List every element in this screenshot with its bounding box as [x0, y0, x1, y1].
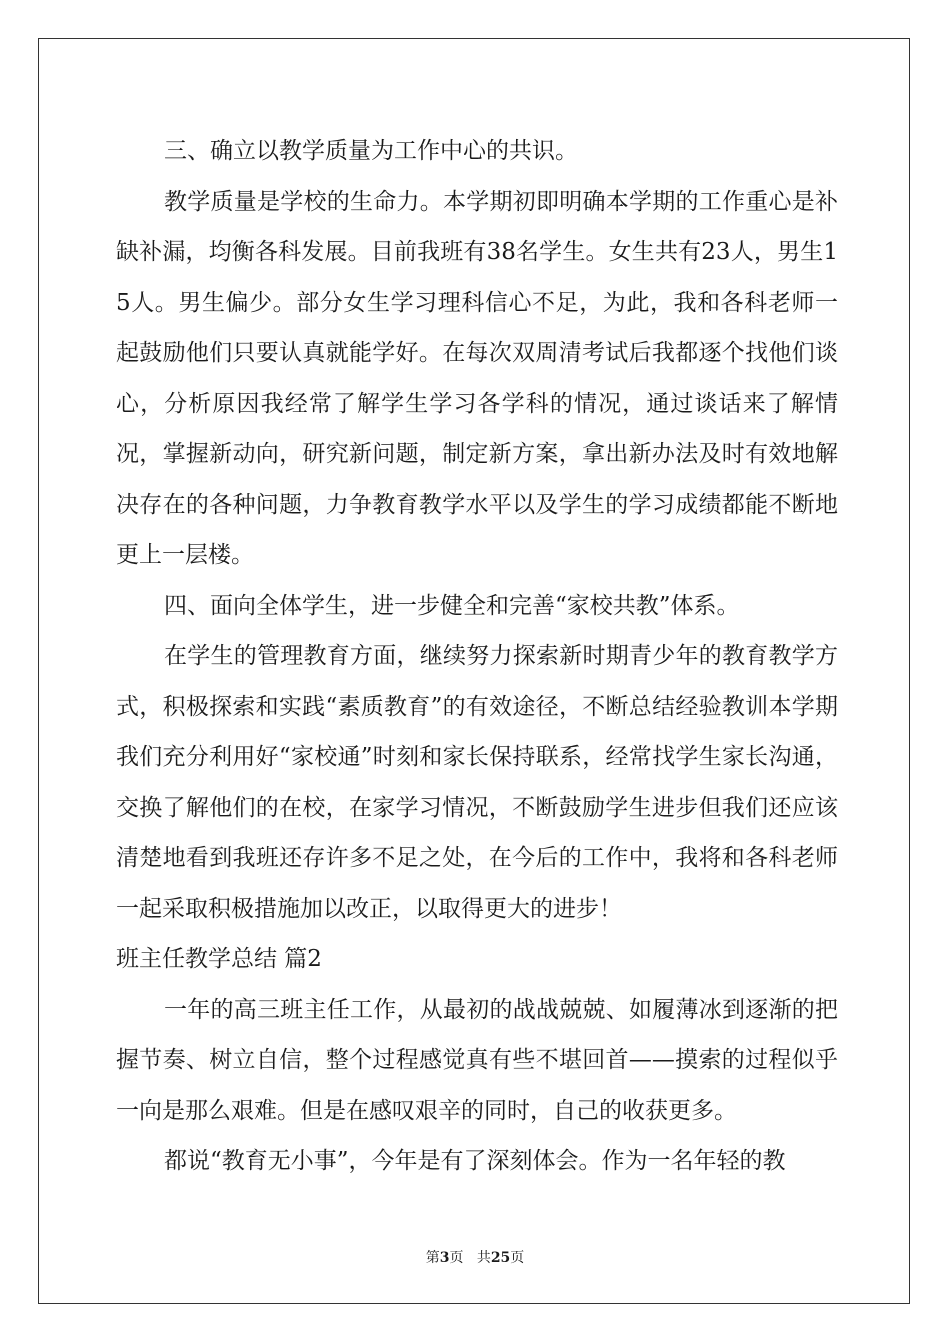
page-total: 25: [490, 1250, 511, 1266]
page-prefix: 第: [425, 1250, 440, 1266]
body-paragraph: 都说“教育无小事”，今年是有了深刻体会。作为一名年轻的教: [164, 1148, 786, 1174]
page-footer: [0, 1247, 950, 1267]
body-paragraph: 一年的高三班主任工作，从最初的战战兢兢、如履薄冰到逐渐的把握节奏、树立自信，整个过程感觉真有些不堪回首——摸索的过程似乎一向是那么艰难。但是在感叹艰辛的同时，自己的收获更多。: [116, 996, 838, 1124]
article-title: 班主任教学总结 篇2: [116, 946, 322, 972]
page-current: 3: [439, 1250, 450, 1266]
total-prefix: 共: [476, 1250, 491, 1266]
total-suffix: 页: [510, 1250, 525, 1266]
document-body: [116, 126, 838, 1187]
page-suffix: 页: [449, 1250, 464, 1266]
body-paragraph: 在学生的管理教育方面，继续努力探索新时期青少年的教育教学方式，积极探索和实践“素质教育”的有效途径，不断总结经验教训本学期我们充分利用好“家校通”时刻和家长保持联系，经常找学生家长沟通，交换了解他们的在校，在家学习情况，不断鼓励学生进步但我们还应该清楚地看到我班还存许多不足之处，在今后的工作中，我将和各科老师一起采取积极措施加以改正，以取得更大的进步！: [116, 643, 838, 922]
section-heading-3: 三、确立以教学质量为工作中心的共识。: [164, 138, 578, 164]
body-paragraph: 教学质量是学校的生命力。本学期初即明确本学期的工作重心是补缺补漏，均衡各科发展。目前我班有38名学生。女生共有23人，男生15人。男生偏少。部分女生学习理科信心不足，为此，我和各科老师一起鼓励他们只要认真就能学好。在每次双周清考试后我都逐个找他们谈心，分析原因我经常了解学生学习各学科的情况，通过谈话来了解情况，掌握新动向，研究新问题，制定新方案，拿出新办法及时有效地解决存在的各种问题，力争教育教学水平以及学生的学习成绩都能不断地更上一层楼。: [116, 188, 838, 568]
section-heading-4: 四、面向全体学生，进一步健全和完善“家校共教”体系。: [164, 592, 740, 619]
